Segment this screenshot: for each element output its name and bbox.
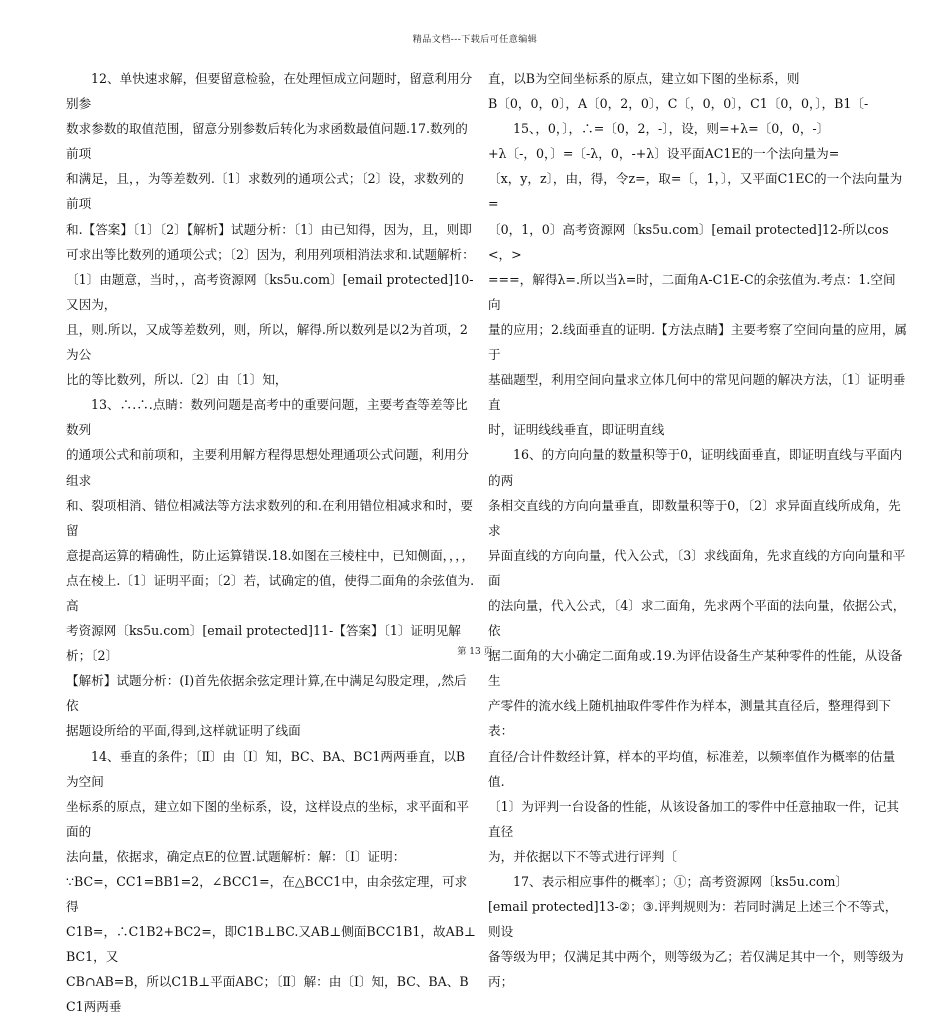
text-line: 〔1〕为评判一台设备的性能，从该设备加工的零件中任意抽取一件，记其直径 xyxy=(488,798,900,839)
text-line: 〔x，y，z〕，由，得，令z=，取=〔，1，〕，又平面C1EC的一个法向量为= xyxy=(488,171,903,212)
text-line: 据题设所给的平面,得到,这样就证明了线面 xyxy=(66,723,301,739)
text-line: CB∩AB=B，所以C1B⊥平面ABC；〔Ⅱ〕解：由〔Ⅰ〕知，BC、BA、BC1两两垂 xyxy=(66,974,469,1015)
text-line: 直径/合计件数经计算，样本的平均值，标准差，以频率值作为概率的估量值. xyxy=(488,748,896,789)
text-line: 〔1〕由题意，当时，，高考资源网〔ks5u.com〕[email protected]10-又因为， xyxy=(66,271,474,312)
text-line: 比的等比数列，所以.〔2〕由〔1〕知， xyxy=(66,372,288,388)
text-line: 且，则.所以，又成等差数列，则，所以，解得.所以数列是以2为首项，2为公 xyxy=(66,321,468,363)
text-line: 法向量，依据求，确定点E的位置.试题解析：解：〔Ⅰ〕证明： xyxy=(66,848,406,864)
text-line: 异面直线的方向向量，代入公式，〔3〕求线面角，先求直线的方向向量和平面 xyxy=(488,547,906,588)
text-line: C1B=，∴C1B2+BC2=，即C1B⊥BC.又AB⊥侧面BCC1B1，故AB⊥BC1，又 xyxy=(66,924,476,965)
text-line: 据二面角的大小确定二面角或.19.为评估设备生产某种零件的性能，从设备生 xyxy=(488,648,903,689)
text-line: 点在棱上.〔1〕证明平面；〔2〕若，试确定的值，使得二面角的余弦值为.高 xyxy=(66,572,475,613)
text-line: 考资源网〔ks5u.com〕[email protected]11-【答案】〔1〕证明见解析；〔2〕 xyxy=(66,623,461,664)
text-line: 量的应用；2.线面垂直的证明.【方法点睛】主要考察了空间向量的应用，属于 xyxy=(488,321,908,363)
text-line: 和满足，且，，为等差数列.〔1〕求数列的通项公式；〔2〕设，求数列的前项 xyxy=(66,171,464,212)
text-line: 直，以B为空间坐标系的原点，建立如下图的坐标系，则 xyxy=(488,71,800,86)
text-line: +λ〔-，0，〕=〔-λ，0，-+λ〕设平面AC1E的一个法向量为= xyxy=(488,146,840,162)
text-line: 【解析】试题分析：(Ⅰ)首先依据余弦定理计算,在中满足勾股定理，,然后依 xyxy=(66,673,467,714)
text-line: 坐标系的原点，建立如下图的坐标系，设，这样设点的坐标，求平面和平面的 xyxy=(66,798,469,839)
text-line: 时，证明线线垂直，即证明直线 xyxy=(488,422,665,438)
text-line: [email protected]13-②；③.评判规则为：若同时满足上述三个不等式，则设 xyxy=(488,899,898,940)
page-footer: 第 13 页 xyxy=(457,647,493,657)
right-column xyxy=(488,66,908,994)
text-line: B〔0，0，0〕，A〔0，2，0〕，C〔，0，0〕，C1〔0，0，〕，B1〔- xyxy=(488,96,869,112)
text-line: 基础题型，利用空间向量求立体几何中的常见问题的解决方法，〔1〕证明垂直 xyxy=(488,372,906,413)
left-column xyxy=(66,66,476,1020)
text-line: 可求出等比数列的通项公式；〔2〕因为，利用列项相消法求和.试题解析： xyxy=(66,246,475,262)
text-line: 备等级为甲；仅满足其中两个，则等级为乙；若仅满足其中一个，则等级为丙； xyxy=(488,949,904,990)
text-line: 的法向量，代入公式，〔4〕求二面角，先求两个平面的法向量，依据公式，依 xyxy=(488,597,906,639)
text-line: 17、表示相应事件的概率〕；①；高考资源网〔ks5u.com〕 xyxy=(513,874,848,889)
text-line: 数求参数的取值范围，留意分别参数后转化为求函数最值问题.17.数列的前项 xyxy=(66,121,468,162)
text-line: 16、的方向向量的数量积等于0，证明线面垂直，即证明直线与平面内的两 xyxy=(488,447,903,488)
text-line: 产零件的流水线上随机抽取件零件作为样本，测量其直径后，整理得到下表： xyxy=(488,698,891,739)
text-line: 和、裂项相消、错位相减法等方法求数列的和.在利用错位相减求和时，要留 xyxy=(66,497,474,538)
text-line: 条相交直线的方向向量垂直，即数量积等于0，〔2〕求异面直线所成角，先求 xyxy=(488,497,901,538)
text-line: 14、垂直的条件；〔Ⅱ〕由〔Ⅰ〕知，BC、BA、BC1两两垂直，以B为空间 xyxy=(66,748,466,789)
page-header: 精品文档---下载后可任意编辑 xyxy=(412,35,538,45)
text-line: 13、∴.∴.点睛：数列问题是高考中的重要问题，主要考查等差等比数列 xyxy=(66,397,468,438)
text-line: ===，解得λ=.所以当λ=时，二面角A-C1E-C的余弦值为.考点：1.空间向 xyxy=(488,271,896,312)
text-line: 15、，0，〕，∴=〔0，2，-〕，设，则=+λ=〔0，0，-〕 xyxy=(513,121,830,137)
text-line: 〔0，1，0〕高考资源网〔ks5u.com〕[email protected]12-所以cos<，> xyxy=(488,221,889,262)
text-line: 为，并依据以下不等式进行评判〔 xyxy=(488,848,677,864)
text-line: ∵BC=，CC1=BB1=2，∠BCC1=，在△BCC1中，由余弦定理，可求得 xyxy=(66,874,468,915)
text-line: 的通项公式和前项和，主要利用解方程得思想处理通项公式问题，利用分组求 xyxy=(66,447,469,488)
text-line: 12、单快速求解，但要留意检验，在处理恒成立问题时，留意利用分别参 xyxy=(66,71,473,112)
text-line: 和.【答案】〔1〕〔2〕【解析】试题分析：〔1〕由已知得，因为，且，则即 xyxy=(66,221,472,237)
text-line: 意提高运算的精确性，防止运算错误.18.如图在三棱柱中，已知侧面，，，， xyxy=(66,547,475,563)
